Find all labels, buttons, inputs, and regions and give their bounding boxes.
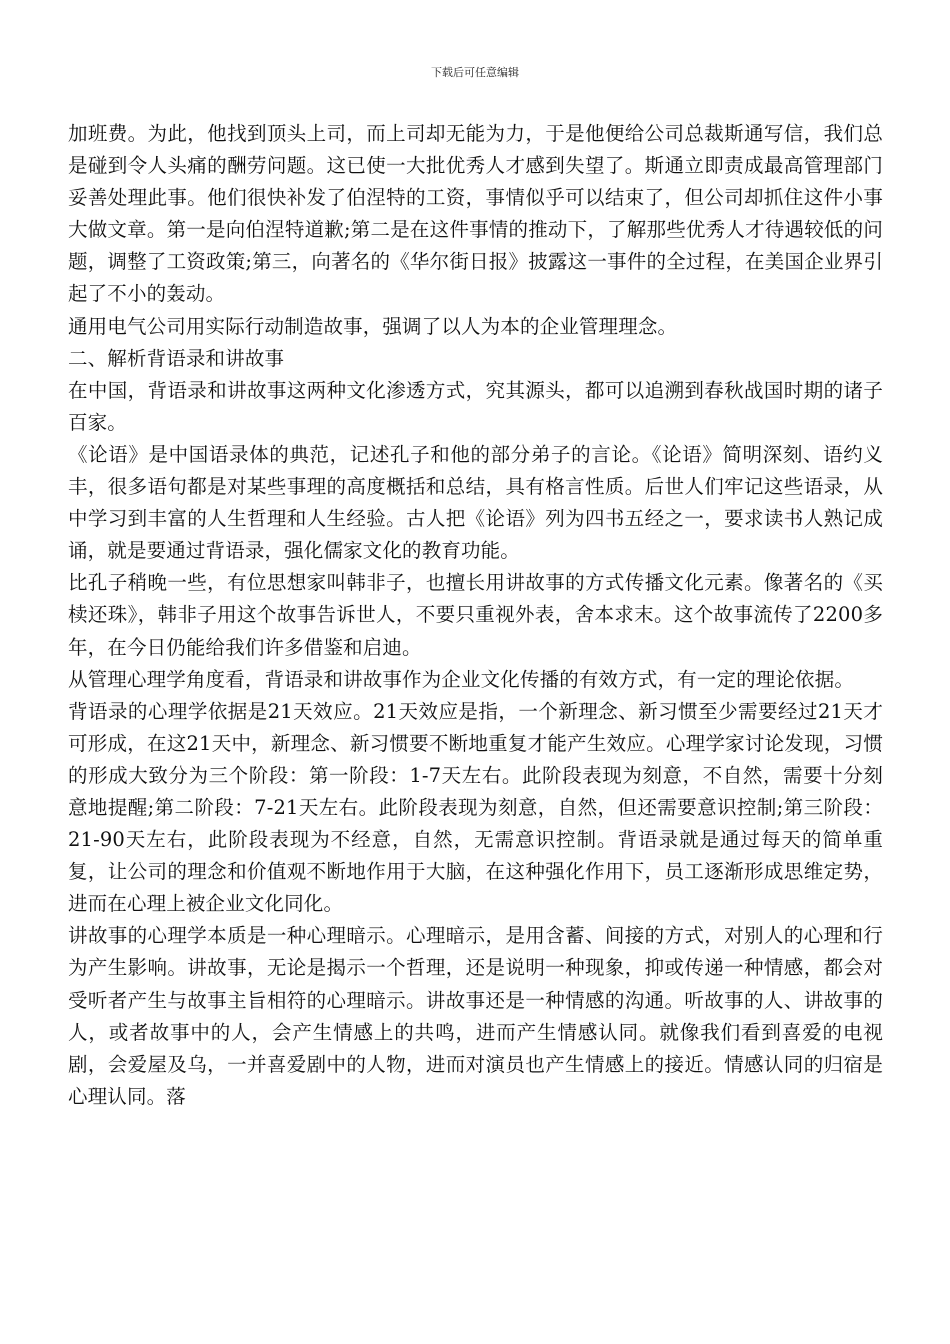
document-body — [68, 118, 883, 1113]
paragraph-origins: 在中国，背语录和讲故事这两种文化渗透方式，究其源头，都可以追溯到春秋战国时期的诸子百家。 — [68, 378, 883, 434]
paragraph-hanfeizi: 比孔子稍晚一些，有位思想家叫韩非子，也擅长用讲故事的方式传播文化元素。像著名的《买椟还珠》，韩非子用这个故事告诉世人，不要只重视外表，舍本求末。这个故事流传了2200多年，在今日仍能给我们许多借鉴和启迪。 — [68, 571, 883, 659]
paragraph-ge-summary: 通用电气公司用实际行动制造故事，强调了以人为本的企业管理理念。 — [68, 314, 678, 338]
page-header: 下载后可任意编辑 — [431, 66, 519, 79]
paragraph-storytelling-suggestion: 讲故事的心理学本质是一种心理暗示。心理暗示，是用含蓄、间接的方式，对别人的心理和行为产生影响。讲故事，无论是揭示一个哲理，还是说明一种现象，抑或传递一种情感，都会对受听者产生与故事主旨相符的心理暗示。讲故事还是一种情感的沟通。听故事的人、讲故事的人，或者故事中的人，会产生情感上的共鸣，进而产生情感认同。就像我们看到喜爱的电视剧，会爱屋及乌，一并喜爱剧中的人物，进而对演员也产生情感上的接近。情感认同的归宿是心理认同。落 — [68, 924, 883, 1108]
paragraph-psychology-intro: 从管理心理学角度看，背语录和讲故事作为企业文化传播的有效方式，有一定的理论依据。 — [68, 667, 855, 691]
paragraph-ge-overtime-story: 加班费。为此，他找到顶头上司，而上司却无能为力，于是他便给公司总裁斯通写信，我们总是碰到令人头痛的酬劳问题。这已使一大批优秀人才感到失望了。斯通立即责成最高管理部门妥善处理此事。他们很快补发了伯涅特的工资，事情似乎可以结束了，但公司却抓住这件小事大做文章。第一是向伯涅特道歉;第二是在这件事情的推动下，了解那些优秀人才待遇较低的问题，调整了工资政策;第三，向著名的《华尔街日报》披露这一事件的全过程，在美国企业界引起了不小的轰动。 — [68, 122, 883, 306]
paragraph-analects: 《论语》是中国语录体的典范，记述孔子和他的部分弟子的言论。《论语》简明深刻、语约义丰，很多语句都是对某些事理的高度概括和总结，具有格言性质。后世人们牢记这些语录，从中学习到丰富的人生哲理和人生经验。古人把《论语》列为四书五经之一，要求读书人熟记成诵，就是要通过背语录，强化儒家文化的教育功能。 — [68, 442, 883, 563]
paragraph-21-day-effect: 背语录的心理学依据是21天效应。21天效应是指，一个新理念、新习惯至少需要经过21天才可形成，在这21天中，新理念、新习惯要不断地重复才能产生效应。心理学家讨论发现，习惯的形成大致分为三个阶段：第一阶段：1-7天左右。此阶段表现为刻意，不自然，需要十分刻意地提醒;第二阶段：7-21天左右。此阶段表现为刻意，自然，但还需要意识控制;第三阶段：21-90天左右，此阶段表现为不经意，自然，无需意识控制。背语录就是通过每天的简单重复，让公司的理念和价值观不断地作用于大脑，在这种强化作用下，员工逐渐形成思维定势，进而在心理上被企业文化同化。 — [68, 699, 883, 916]
section-heading: 二、解析背语录和讲故事 — [68, 346, 285, 370]
